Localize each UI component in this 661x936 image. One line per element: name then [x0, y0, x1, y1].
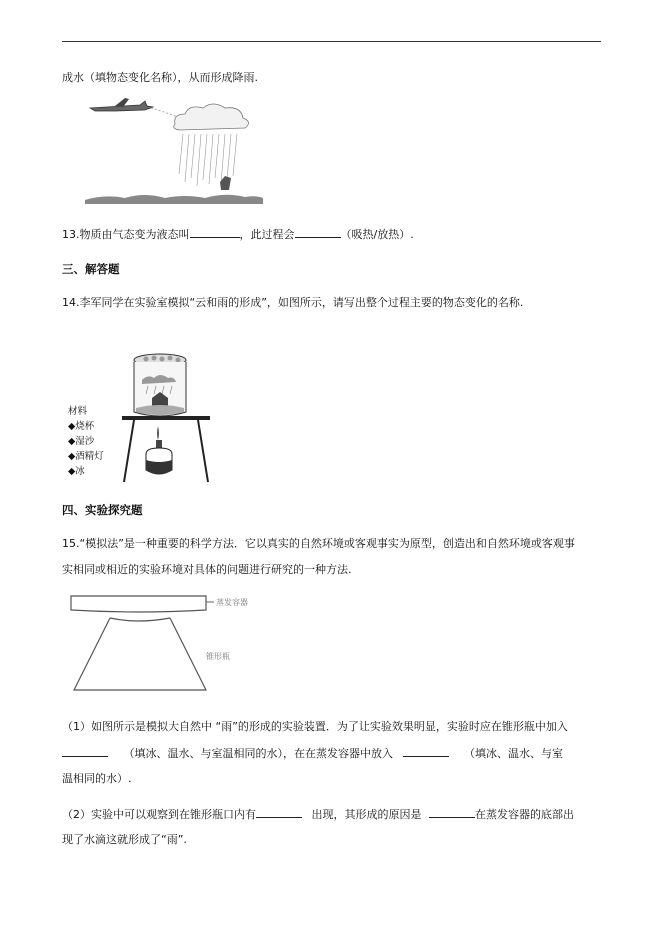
cloud-seeding-illustration — [85, 94, 265, 206]
header-rule — [62, 41, 601, 42]
material-item: ◆酒精灯 — [68, 451, 104, 462]
q15-part-1-line-3: 温相同的水）. — [62, 772, 132, 785]
answer-blank[interactable] — [403, 746, 449, 757]
answer-blank[interactable] — [429, 807, 475, 818]
section-heading-4: 四、实验探究题 — [62, 503, 143, 517]
label-evaporating-dish: 蒸发容器 — [216, 598, 248, 607]
materials-title: 材料 — [68, 406, 88, 417]
answer-blank[interactable] — [295, 227, 341, 238]
answer-blank[interactable] — [190, 227, 240, 238]
text-line-continuation: 成水（填物态变化名称），从而形成降雨. — [62, 71, 258, 84]
section-heading-3: 三、解答题 — [62, 262, 120, 276]
materials-list — [68, 404, 104, 479]
material-item: ◆湿沙 — [68, 436, 95, 447]
answer-blank[interactable] — [256, 807, 302, 818]
answer-blank[interactable] — [62, 746, 108, 757]
q15-part-2-line-2: 现了水滴这就形成了“雨”. — [62, 833, 187, 846]
material-item: ◆冰 — [68, 466, 85, 477]
label-flask: 锥形瓶 — [206, 652, 230, 661]
beaker-apparatus-figure — [118, 350, 214, 486]
dish-flask-figure — [66, 590, 291, 694]
question-15-line-1: 15.“模拟法”是一种重要的科学方法．它以真实的自然环境或客观事实为原型，创造出和自然环境或客观事 — [62, 537, 575, 550]
question-14: 14.李军同学在实验室模拟“云和雨的形成”，如图所示，请写出整个过程主要的物态变化的名称. — [62, 296, 524, 309]
q15-part-2-line-1: （2）实验中可以观察到在锥形瓶口内有 出现，其形成的原因是 在蒸发容器的底部出 — [62, 808, 574, 821]
q15-part-1-line-1: （1）如图所示是模拟大自然中 “雨”的形成的实验装置．为了让实验效果明显，实验时应在锥形瓶中加入 — [62, 720, 568, 733]
q15-part-1-line-2: （填冰、温水、与室温相同的水），在在蒸发容器中放入 （填冰、温水、与室 — [62, 746, 563, 761]
question-13: 13.物质由气态变为液态叫 ，此过程会 （吸热/放热）. — [62, 228, 414, 241]
question-15-line-2: 实相同或相近的实验环境对具体的问题进行研究的一种方法. — [62, 563, 352, 576]
material-item: ◆烧杯 — [68, 421, 95, 432]
